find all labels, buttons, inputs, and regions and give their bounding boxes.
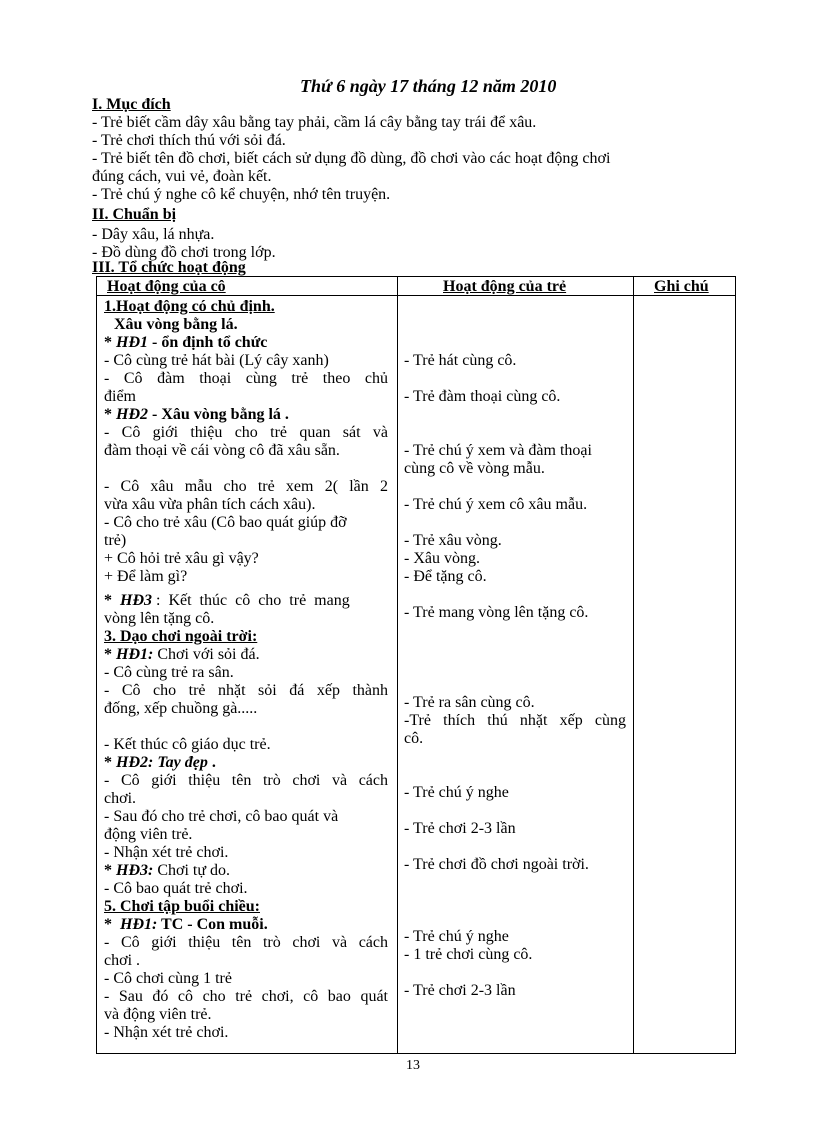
teacher-line: * HĐ3: Chơi tự do. [104, 862, 231, 879]
teacher-line: 5. Chơi tập buổi chiều: [104, 898, 260, 915]
child-line: - Trẻ chú ý xem và đàm thoại [404, 442, 592, 459]
teacher-line: và động viên trẻ. [104, 1006, 212, 1023]
teacher-line: - Cô đàm thoại cùng trẻ theo chủ [104, 370, 388, 387]
section-organization-title: III. Tổ chức hoạt động [92, 259, 246, 276]
teacher-line: * HĐ2 - Xâu vòng bằng lá . [104, 406, 289, 423]
teacher-line: * HĐ3 : Kết thúc cô cho trẻ mang [104, 592, 350, 609]
teacher-line: chơi . [104, 952, 141, 969]
section-organization [92, 259, 732, 277]
child-line: - Trẻ hát cùng cô. [404, 352, 517, 369]
child-line: - Trẻ chú ý nghe [404, 784, 509, 801]
teacher-line: - Cô giới thiệu tên trò chơi và cách [104, 772, 388, 789]
child-line: - Trẻ chơi đồ chơi ngoài trời. [404, 856, 589, 873]
page-number: 13 [406, 1058, 420, 1073]
child-line: - Trẻ chơi 2-3 lần [404, 820, 516, 837]
teacher-line: - Sau đó cho trẻ chơi, cô bao quát và [104, 808, 339, 825]
purpose-line: - Trẻ biết cầm dây xâu bằng tay phải, cầm lá cây bằng tay trái để xâu. [92, 114, 537, 131]
teacher-line: vừa xâu vừa phân tích cách xâu). [104, 496, 316, 513]
child-line: -Trẻ thích thú nhặt xếp cùng [404, 712, 626, 729]
teacher-line: - Cô xâu mẫu cho trẻ xem 2( lần 2 [104, 478, 388, 495]
teacher-line: * HĐ1: TC - Con muỗi. [104, 916, 268, 933]
teacher-line: Xâu vòng bằng lá. [114, 316, 238, 333]
teacher-line: - Cô bao quát trẻ chơi. [104, 880, 248, 897]
child-line: - Trẻ chú ý xem cô xâu mẫu. [404, 496, 588, 513]
section-purpose-title: I. Mục đích [92, 96, 171, 113]
teacher-line: - Cô giới thiệu tên trò chơi và cách [104, 934, 388, 951]
teacher-line: * HĐ2: Tay đẹp . [104, 754, 216, 771]
purpose-line: - Trẻ chú ý nghe cô kể chuyện, nhớ tên truyện. [92, 186, 391, 203]
child-line: - Trẻ chơi 2-3 lần [404, 982, 516, 999]
child-line: cùng cô về vòng mẫu. [404, 460, 545, 477]
teacher-line: trẻ) [104, 532, 127, 549]
preparation-line: - Dây xâu, lá nhựa. [92, 226, 215, 243]
teacher-line: - Nhận xét trẻ chơi. [104, 1024, 229, 1041]
teacher-line: - Cô giới thiệu cho trẻ quan sát và [104, 424, 388, 441]
teacher-line: + Để làm gì? [104, 568, 188, 585]
teacher-line: 1.Hoạt động có chủ định. [104, 298, 275, 315]
column-divider [397, 277, 398, 1053]
child-line: cô. [404, 730, 424, 747]
teacher-line: - Cô cho trẻ xâu (Cô bao quát giúp đỡ [104, 514, 347, 531]
teacher-line: - Cô cho trẻ nhặt sỏi đá xếp thành [104, 682, 388, 699]
teacher-line: * HĐ1 - ổn định tổ chức [104, 334, 268, 351]
header-notes: Ghi chú [654, 278, 709, 295]
header-child: Hoạt động của trẻ [443, 278, 567, 295]
date-heading: Thứ 6 ngày 17 tháng 12 năm 2010 [300, 76, 557, 96]
child-line: - Trẻ chú ý nghe [404, 928, 509, 945]
purpose-line: đúng cách, vui vẻ, đoàn kết. [92, 168, 272, 185]
child-line: - 1 trẻ chơi cùng cô. [404, 946, 533, 963]
child-line: - Xâu vòng. [404, 550, 480, 567]
section-preparation [92, 206, 732, 262]
teacher-line: * HĐ1: Chơi với sỏi đá. [104, 646, 260, 663]
purpose-line: - Trẻ biết tên đồ chơi, biết cách sử dụng đồ dùng, đồ chơi vào các hoạt động chơi [92, 150, 611, 167]
teacher-line: động viên trẻ. [104, 826, 193, 843]
teacher-line: đàm thoại về cái vòng cô đã xâu sẵn. [104, 442, 340, 459]
activity-table [96, 276, 736, 1054]
child-line: - Để tặng cô. [404, 568, 487, 585]
child-line: - Trẻ ra sân cùng cô. [404, 694, 535, 711]
child-line: - Trẻ đàm thoại cùng cô. [404, 388, 561, 405]
purpose-line: - Trẻ chơi thích thú với sỏi đá. [92, 132, 286, 149]
teacher-line: vòng lên tặng cô. [104, 610, 215, 627]
column-divider [633, 277, 634, 1053]
teacher-line: + Cô hỏi trẻ xâu gì vậy? [104, 550, 259, 567]
teacher-line: - Kết thúc cô giáo dục trẻ. [104, 736, 271, 753]
teacher-line: - Cô cùng trẻ hát bài (Lý cây xanh) [104, 352, 329, 369]
teacher-line: 3. Dạo chơi ngoài trời: [104, 628, 258, 645]
teacher-line: - Nhận xét trẻ chơi. [104, 844, 229, 861]
preparation-line: - Đồ dùng đồ chơi trong lớp. [92, 244, 276, 261]
teacher-line: - Sau đó cô cho trẻ chơi, cô bao quát [104, 988, 388, 1005]
child-line: - Trẻ mang vòng lên tặng cô. [404, 604, 589, 621]
child-line: - Trẻ xâu vòng. [404, 532, 502, 549]
teacher-line: - Cô cùng trẻ ra sân. [104, 664, 234, 681]
teacher-line: - Cô chơi cùng 1 trẻ [104, 970, 232, 987]
teacher-line: chơi. [104, 790, 137, 807]
header-teacher: Hoạt động của cô [107, 278, 226, 295]
section-purpose [92, 96, 732, 204]
teacher-line: điểm [104, 388, 136, 405]
teacher-line: đống, xếp chuồng gà..... [104, 700, 258, 717]
section-preparation-title: II. Chuẩn bị [92, 206, 177, 223]
